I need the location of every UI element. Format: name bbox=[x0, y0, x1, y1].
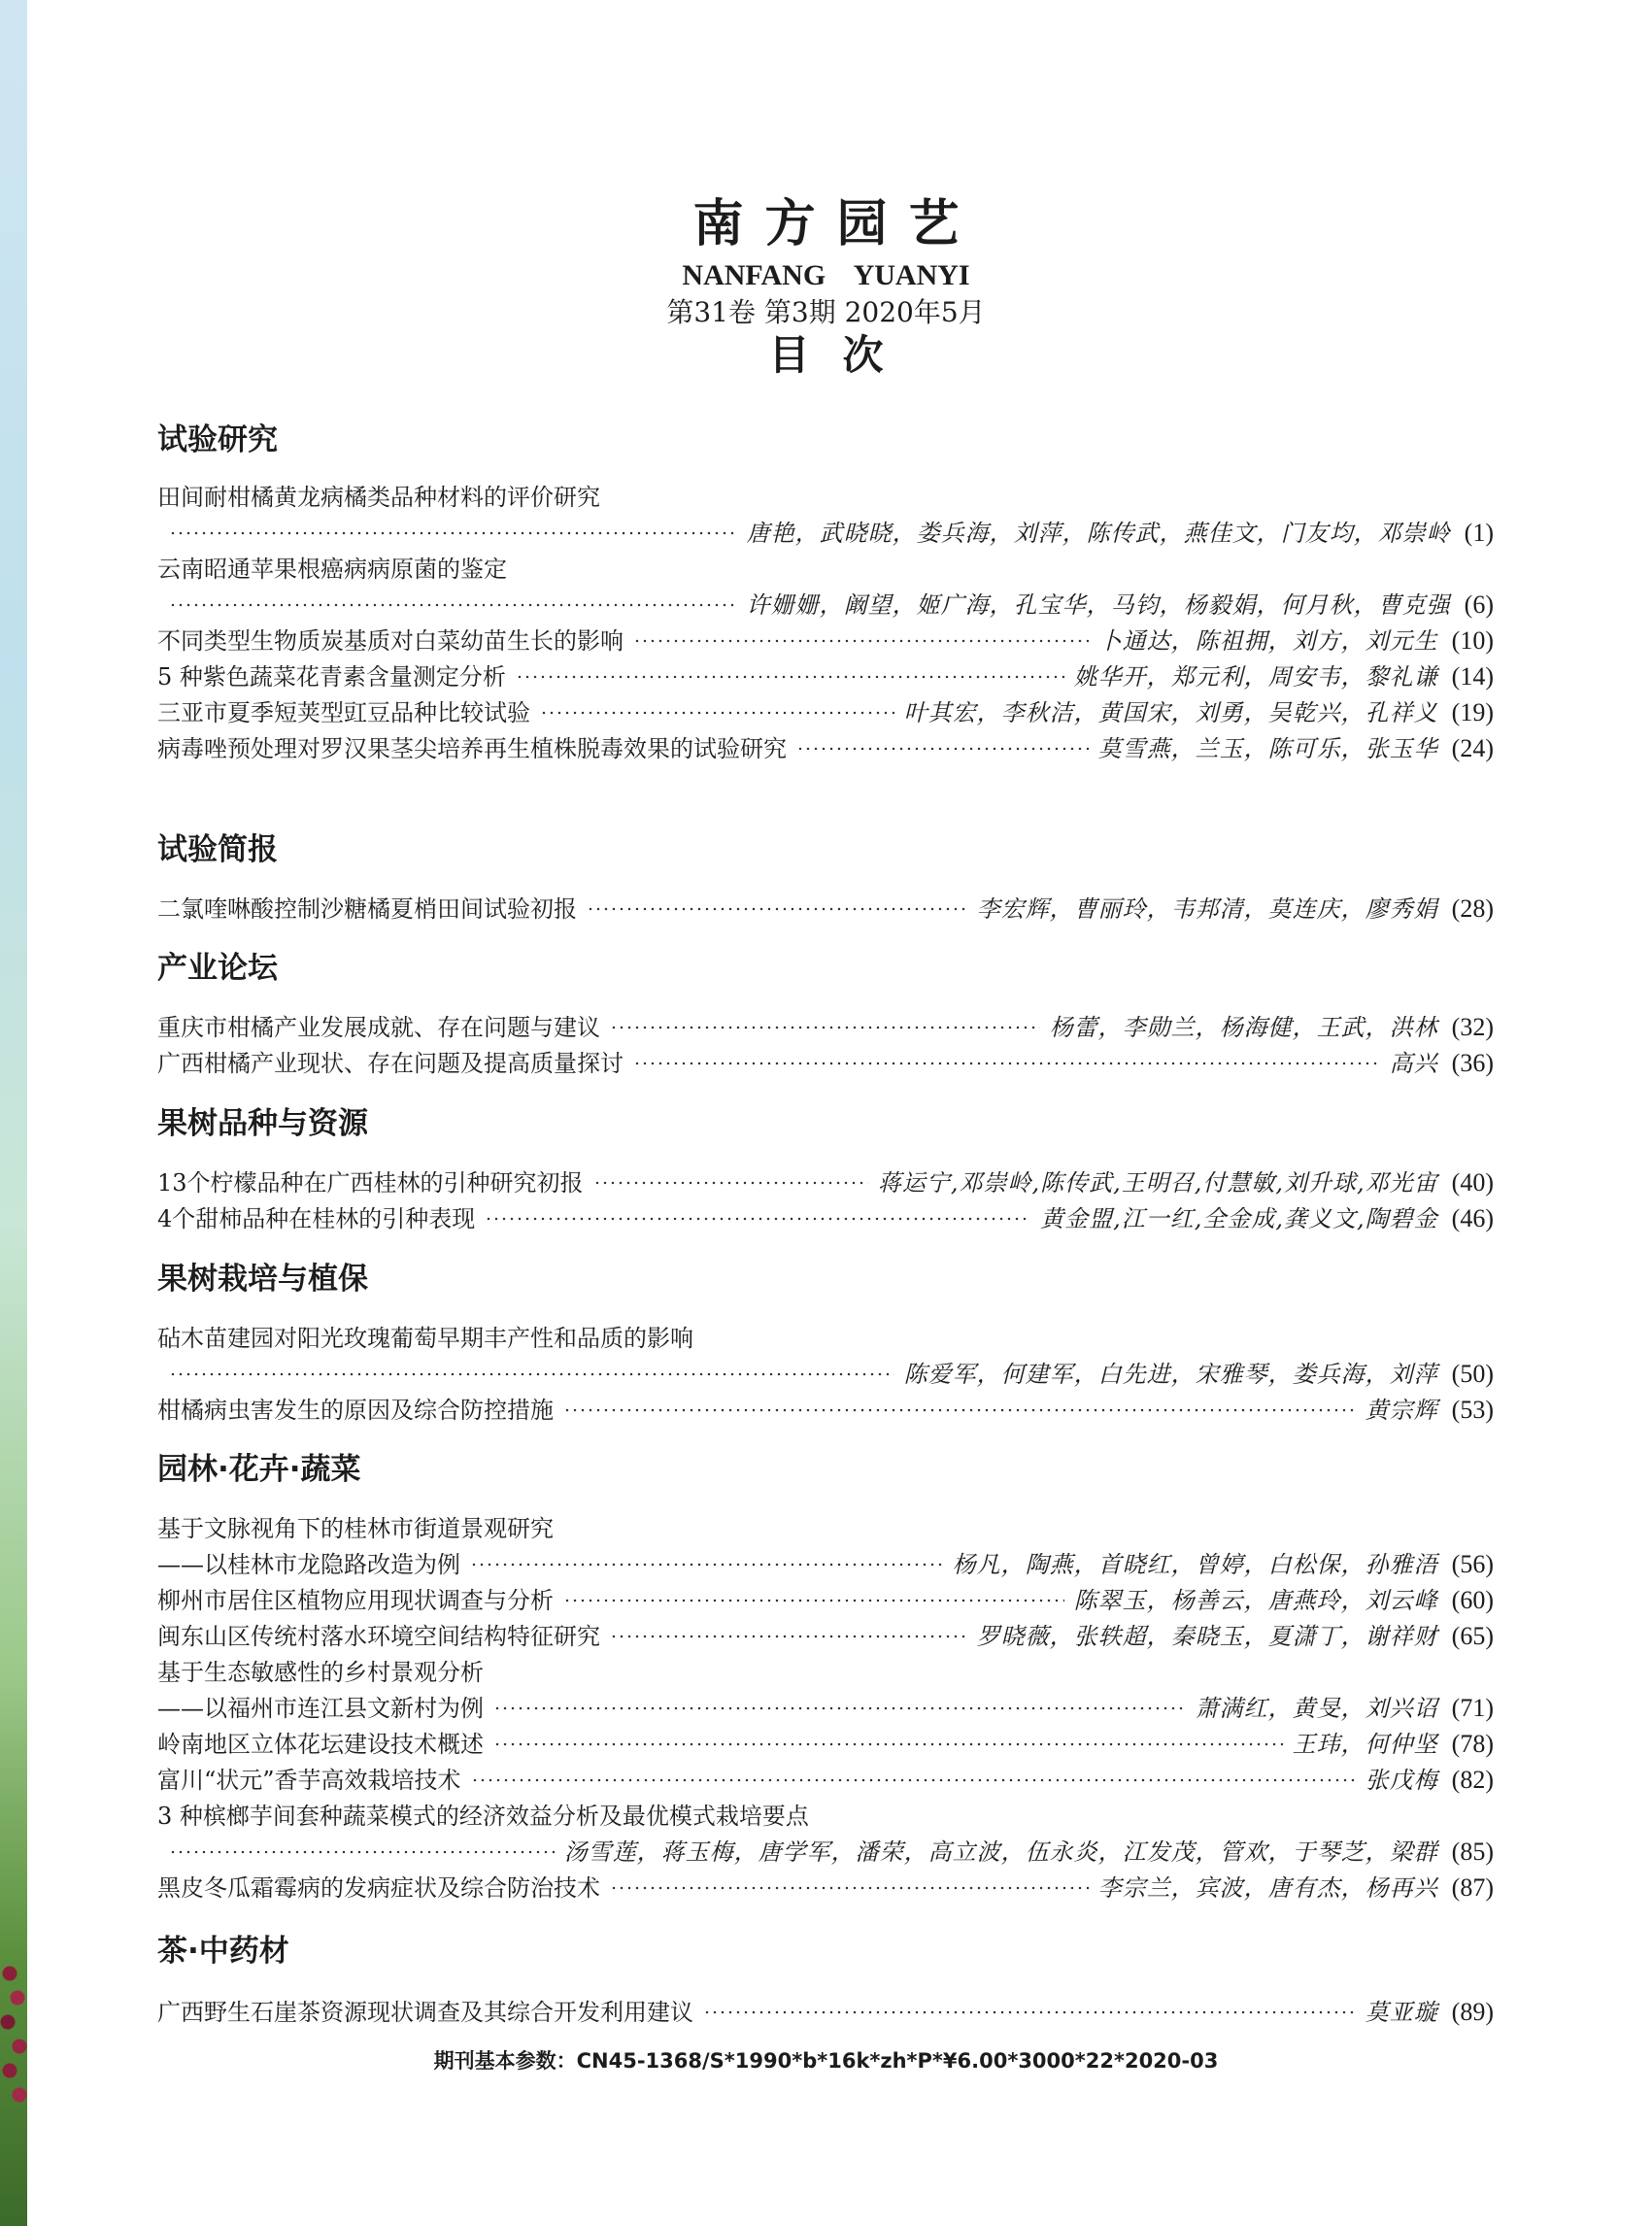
dot-leader bbox=[703, 2010, 1356, 2014]
dot-leader bbox=[593, 1181, 868, 1185]
entry-authors: 张戊梅 bbox=[1365, 1767, 1438, 1794]
toc-entry[interactable] bbox=[157, 1549, 1494, 1580]
entry-page: (1) bbox=[1464, 519, 1494, 547]
entry-page: (85) bbox=[1451, 1838, 1494, 1866]
entry-title: 基于生态敏感性的乡村景观分析 bbox=[157, 1659, 484, 1686]
entry-authors: 许姗姗，阚望，姬广海，孔宝华，马钧，杨毅娟，何月秋，曹克强 bbox=[746, 591, 1451, 619]
dot-leader bbox=[587, 907, 967, 911]
entry-title: 柑橘病虫害发生的原因及综合防控措施 bbox=[157, 1397, 554, 1424]
entry-title: 5 种紫色蔬菜花青素含量测定分析 bbox=[157, 663, 506, 691]
entry-authors: 莫雪燕，兰玉，陈可乐，张玉华 bbox=[1097, 735, 1438, 762]
entry-page: (89) bbox=[1451, 1998, 1494, 2026]
entry-page: (82) bbox=[1451, 1766, 1494, 1794]
toc-entry[interactable] bbox=[157, 733, 1494, 764]
masthead bbox=[0, 194, 1652, 381]
entry-page: (87) bbox=[1451, 1873, 1494, 1902]
section-title: 产业论坛 bbox=[157, 951, 278, 986]
entry-title: 云南昭通苹果根癌病病原菌的鉴定 bbox=[157, 556, 507, 583]
toc-entry[interactable] bbox=[157, 1513, 1494, 1544]
dot-leader bbox=[610, 1635, 967, 1638]
entry-title: 二氯喹啉酸控制沙糖橘夏梢田间试验初报 bbox=[157, 895, 577, 923]
journal-parameters: 期刊基本参数：CN45-1368/S*1990*b*16k*zh*P*¥6.00*3000*22*2020-03 bbox=[433, 2049, 1219, 2073]
section-title: 果树品种与资源 bbox=[157, 1106, 368, 1141]
dot-leader bbox=[493, 1742, 1283, 1746]
entry-title: 3 种槟榔芋间套种蔬菜模式的经济效益分析及最优模式栽培要点 bbox=[157, 1803, 809, 1830]
entry-title: 不同类型生物质炭基质对白菜幼苗生长的影响 bbox=[157, 627, 624, 655]
entry-authors: 叶其宏，李秋洁，黄国宋，刘勇，吴乾兴，孔祥义 bbox=[903, 699, 1438, 726]
entry-page: (10) bbox=[1451, 626, 1494, 655]
entry-title: 富川“状元”香芋高效栽培技术 bbox=[157, 1767, 461, 1794]
entry-authors: 李宗兰，宾波，唐有杰，杨再兴 bbox=[1097, 1874, 1438, 1902]
dot-leader bbox=[610, 1026, 1040, 1029]
dot-leader bbox=[169, 1850, 555, 1854]
toc-entry[interactable] bbox=[157, 1203, 1494, 1234]
dot-leader bbox=[563, 1408, 1356, 1412]
toc-entry[interactable] bbox=[157, 1657, 1494, 1688]
entry-title: 病毒唑预处理对罗汉果茎尖培养再生植株脱毒效果的试验研究 bbox=[157, 735, 787, 762]
toc-entry[interactable] bbox=[157, 554, 1494, 585]
dot-leader bbox=[169, 531, 737, 535]
dot-leader bbox=[485, 1217, 1030, 1221]
entry-authors: 姚华开，郑元利，周安韦，黎礼谦 bbox=[1073, 663, 1438, 691]
toc-entry[interactable] bbox=[157, 1872, 1494, 1904]
toc-entry-authors[interactable] bbox=[157, 1359, 1494, 1390]
section-title: 果树栽培与植保 bbox=[157, 1262, 368, 1297]
dot-leader bbox=[540, 711, 894, 715]
entry-authors: 杨蕾，李勋兰，杨海健，王武，洪林 bbox=[1049, 1014, 1438, 1041]
toc-entry-authors[interactable] bbox=[157, 1837, 1494, 1868]
journal-title-en: NANFANG YUANYI bbox=[682, 259, 970, 291]
dot-leader bbox=[610, 1886, 1089, 1890]
toc-entry-authors[interactable] bbox=[157, 518, 1494, 549]
entry-page: (36) bbox=[1451, 1049, 1494, 1077]
toc-entry[interactable] bbox=[157, 1729, 1494, 1760]
toc-entry[interactable] bbox=[157, 894, 1494, 925]
toc-entry[interactable] bbox=[157, 1395, 1494, 1426]
entry-authors: 卜通达，陈祖拥，刘方，刘元生 bbox=[1097, 627, 1438, 655]
section-title: 试验简报 bbox=[157, 832, 278, 867]
toc-entry[interactable] bbox=[157, 1048, 1494, 1079]
toc-entry[interactable] bbox=[157, 1997, 1494, 2028]
entry-page: (6) bbox=[1464, 590, 1494, 619]
entry-page: (46) bbox=[1451, 1204, 1494, 1232]
toc-entry[interactable] bbox=[157, 1585, 1494, 1616]
toc-entry[interactable] bbox=[157, 1765, 1494, 1796]
entry-page: (32) bbox=[1451, 1013, 1494, 1041]
toc-entry[interactable] bbox=[157, 1167, 1494, 1198]
entry-page: (71) bbox=[1451, 1694, 1494, 1722]
entry-title: 田间耐柑橘黄龙病橘类品种材料的评价研究 bbox=[157, 484, 600, 511]
toc-heading: 目次 bbox=[768, 331, 917, 379]
entry-title: 闽东山区传统村落水环境空间结构特征研究 bbox=[157, 1623, 600, 1650]
entry-authors: 李宏辉，曹丽玲，韦邦清，莫连庆，廖秀娟 bbox=[976, 895, 1438, 923]
entry-subtitle: ——以福州市连江县文新村为例 bbox=[157, 1695, 484, 1722]
entry-authors: 黄宗辉 bbox=[1365, 1397, 1438, 1424]
dot-leader bbox=[493, 1706, 1186, 1710]
entry-authors: 黄金盟,江一红,全金成,龚义文,陶碧金 bbox=[1040, 1205, 1438, 1232]
entry-authors: 萧满红，黄旻，刘兴诏 bbox=[1195, 1695, 1438, 1722]
toc-entry[interactable] bbox=[157, 1801, 1494, 1832]
toc-entry[interactable] bbox=[157, 697, 1494, 728]
entry-title: 基于文脉视角下的桂林市街道景观研究 bbox=[157, 1515, 554, 1542]
entry-authors: 汤雪莲，蒋玉梅，唐学军，潘荣，高立波，伍永炎，江发茂，管欢，于琴芝，梁群 bbox=[563, 1838, 1438, 1866]
dot-leader bbox=[563, 1599, 1064, 1602]
entry-authors: 莫亚璇 bbox=[1365, 1999, 1438, 2026]
entry-title: 4个甜柿品种在桂林的引种表现 bbox=[157, 1205, 476, 1232]
dot-leader bbox=[516, 675, 1064, 679]
entry-title: 砧木苗建园对阳光玫瑰葡萄早期丰产性和品质的影响 bbox=[157, 1325, 693, 1352]
entry-page: (60) bbox=[1451, 1586, 1494, 1614]
dot-leader bbox=[471, 1778, 1356, 1782]
section-title: 试验研究 bbox=[157, 422, 278, 457]
entry-page: (24) bbox=[1451, 734, 1494, 762]
entry-authors: 蒋运宁,邓崇岭,陈传武,王明召,付慧敏,刘升球,邓光宙 bbox=[877, 1169, 1438, 1197]
entry-page: (65) bbox=[1451, 1622, 1494, 1650]
journal-title-cn: 南方园艺 bbox=[692, 195, 981, 253]
entry-page: (56) bbox=[1451, 1550, 1494, 1578]
dot-leader bbox=[633, 639, 1089, 643]
toc-entry[interactable] bbox=[157, 1621, 1494, 1652]
entry-page: (53) bbox=[1451, 1396, 1494, 1424]
entry-page: (40) bbox=[1451, 1168, 1494, 1197]
entry-title: 岭南地区立体花坛建设技术概述 bbox=[157, 1731, 484, 1758]
toc-entry[interactable] bbox=[157, 1012, 1494, 1043]
entry-authors: 唐艳，武晓晓，娄兵海，刘萍，陈传武，燕佳文，门友均，邓崇岭 bbox=[746, 520, 1451, 547]
dot-leader bbox=[796, 747, 1089, 751]
entry-page: (19) bbox=[1451, 698, 1494, 726]
toc-entry-authors[interactable] bbox=[157, 590, 1494, 621]
entry-page: (50) bbox=[1451, 1360, 1494, 1388]
entry-authors: 杨凡，陶燕，首晓红，曾婷，白松保，孙雅浯 bbox=[952, 1551, 1438, 1578]
section-title: 园林·花卉·蔬菜 bbox=[157, 1452, 361, 1487]
entry-page: (78) bbox=[1451, 1730, 1494, 1758]
section-title: 茶·中药材 bbox=[157, 1934, 289, 1969]
toc-entry[interactable] bbox=[157, 1323, 1494, 1354]
toc-entry[interactable] bbox=[157, 1693, 1494, 1724]
dot-leader bbox=[169, 1372, 894, 1376]
dot-leader bbox=[169, 603, 737, 607]
entry-authors: 陈翠玉，杨善云，唐燕玲，刘云峰 bbox=[1073, 1587, 1438, 1614]
toc-entry[interactable] bbox=[157, 661, 1494, 692]
entry-title: 柳州市居住区植物应用现状调查与分析 bbox=[157, 1587, 554, 1614]
dot-leader bbox=[633, 1062, 1380, 1065]
entry-title: 黑皮冬瓜霜霉病的发病症状及综合防治技术 bbox=[157, 1874, 600, 1902]
toc-entry[interactable] bbox=[157, 482, 1494, 513]
entry-title: 广西柑橘产业现状、存在问题及提高质量探讨 bbox=[157, 1050, 624, 1077]
entry-title: 三亚市夏季短荚型豇豆品种比较试验 bbox=[157, 699, 530, 726]
entry-page: (28) bbox=[1451, 894, 1494, 923]
entry-authors: 高兴 bbox=[1389, 1050, 1438, 1077]
entry-title: 13个柠檬品种在广西桂林的引种研究初报 bbox=[157, 1169, 584, 1197]
entry-page: (14) bbox=[1451, 662, 1494, 691]
entry-authors: 陈爱军，何建军，白先进，宋雅琴，娄兵海，刘萍 bbox=[903, 1361, 1438, 1388]
dot-leader bbox=[470, 1563, 943, 1567]
entry-authors: 罗晓薇，张轶超，秦晓玉，夏潇丁，谢祥财 bbox=[976, 1623, 1438, 1650]
entry-authors: 王玮，何仲坚 bbox=[1292, 1731, 1438, 1758]
toc-entry[interactable] bbox=[157, 625, 1494, 657]
issue-line: 第31卷 第3期 2020年5月 bbox=[666, 296, 986, 328]
entry-title: 广西野生石崖茶资源现状调查及其综合开发利用建议 bbox=[157, 1999, 693, 2026]
entry-subtitle: ——以桂林市龙隐路改造为例 bbox=[157, 1551, 460, 1578]
entry-title: 重庆市柑橘产业发展成就、存在问题与建议 bbox=[157, 1014, 600, 1041]
